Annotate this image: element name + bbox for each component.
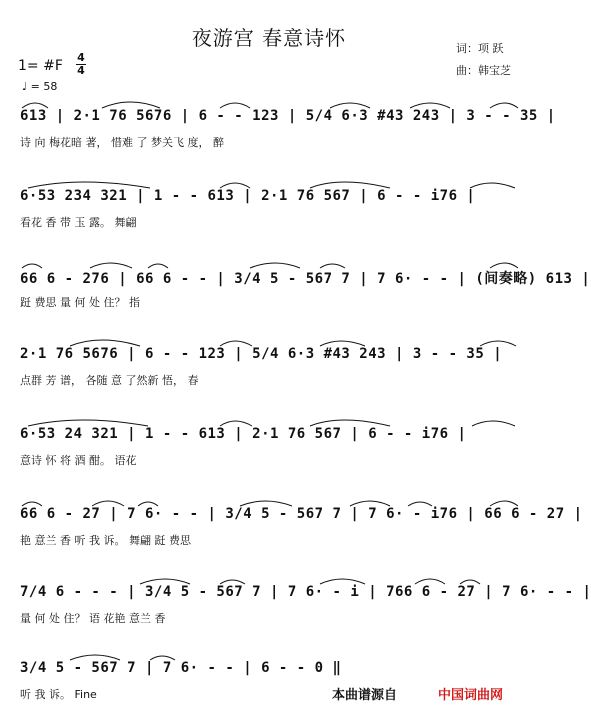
time-signature [76,52,86,77]
lyrics-line: 量 何 处 住？ 语 花艳 意兰 香 [20,612,166,625]
site-name-link[interactable]: 中国词曲网 [438,688,504,703]
notes-line: 7/4 6 - - - | 3/4 5 - 567 7 | 7 6· - i | 766 6 - 27 | 7 6· - - | [20,584,591,600]
notes-line: 3/4 5 - 567 7 | 7 6· - - | 6 - - 0 ‖ [20,660,342,676]
notes-line: 6·53 234 321 | 1 - - 613 | 2·1 76 567 | 6 - - i76 | [20,188,476,204]
lyrics-line: 点群 芳 谱， 各随 意 了然新 悟， 春 [20,374,199,387]
notes-line: 2·1 76 5676 | 6 - - 123 | 5/4 6·3 #43 243 | 3 - - 35 | [20,346,503,362]
lyrics-line: 艳 意兰 香 听 我 诉。 舞翩 跹 费思 [20,534,191,547]
notes-line: 6·53 24 321 | 1 - - 613 | 2·1 76 567 | 6 - - i76 | [20,426,467,442]
lyrics-line: 听 我 诉。 Fine [20,688,97,701]
source-label: 本曲谱源自 [332,688,398,703]
lyrics-line: 诗 向 梅花暗 著， 惜难 了 梦关飞 度， 醉 [20,136,224,149]
composer-credit: 曲：韩宝芝 [456,64,511,77]
lyrics-line: 跹 费思 量 何 处 住？ 指 [20,296,140,309]
time-signature-bottom: 4 [77,64,85,77]
notes-line: 613 | 2·1 76 5676 | 6 - - 123 | 5/4 6·3 #43 243 | 3 - - 35 | [20,108,556,124]
notes-line: 66 6 - 27 | 7 6· - - | 3/4 5 - 567 7 | 7 6· - i76 | 66 6 - 27 | [20,506,583,522]
lyricist-credit: 词：项 跃 [456,42,504,55]
notes-line: 66 6 - 276 | 66 6 - - | 3/4 5 - 567 7 | 7 6· - - | (间奏略) 613 | [20,271,591,287]
key-signature: 1= #F [18,58,63,74]
tempo-marking: ♩ = 58 [22,80,58,93]
lyrics-line: 意诗 怀 将 酒 酣。 语花 [20,454,137,467]
song-title: 夜游宫 春意诗怀 [191,26,347,50]
lyrics-line: 看花 香 带 玉 露。 舞翩 [20,216,137,229]
time-signature-top: 4 [77,51,85,64]
